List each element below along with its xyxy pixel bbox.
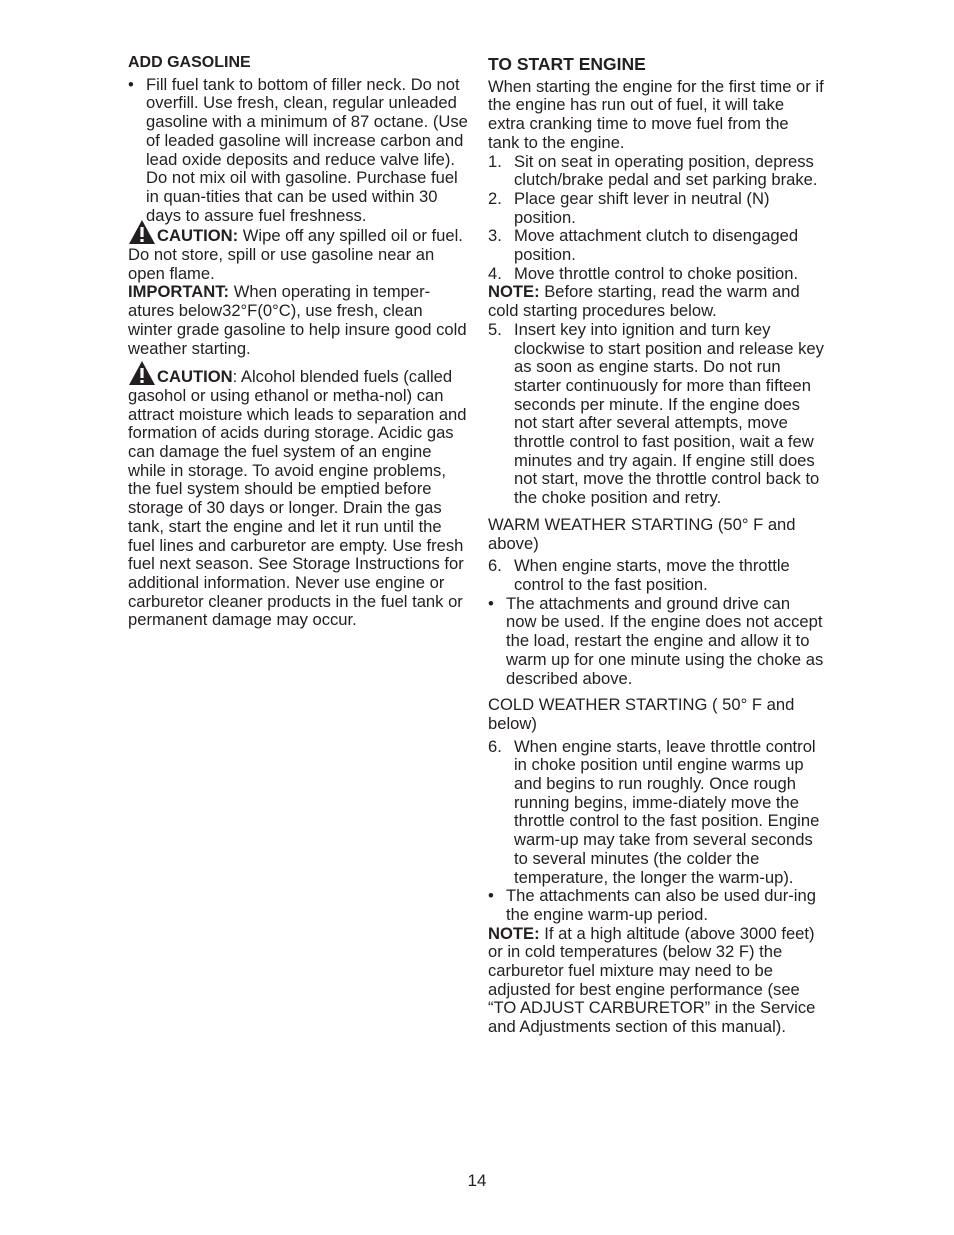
step-text: When engine starts, leave throttle control in choke position until engine warms up and begins to run roughly. Once rough running begins, imme-diately move the throttle control to the fast position. Engine warm-up may take from several seconds to several minutes (the colder the temperature, the longer the warm-up). (514, 736, 820, 887)
caution-alcohol-text: : Alcohol blended fuels (called gasohol or using ethanol or metha-nol) can attract moisture which leads to separation and formation of acids during storage. Acidic gas can damage the fuel system of an engine while in storage. To avoid engine problems, the fuel system should be emptied before storage of 30 days or longer. Drain the gas tank, start the engine and let it run until the fuel lines and carburetor are empty. Use fresh fuel next season. See Storage Instructions for additional information. Never use engine or carburetor cleaner products in the fuel tank or permanent damage may occur. (128, 367, 467, 630)
caution-label: CAUTION: (157, 226, 239, 246)
note-label: NOTE: (488, 282, 540, 302)
note-label: NOTE: (488, 923, 540, 943)
right-column (488, 54, 824, 1037)
step-2 (488, 190, 824, 227)
warm-step-6 (488, 557, 824, 594)
step-text: Sit on seat in operating position, depress clutch/brake pedal and set parking brake. (514, 151, 818, 190)
bullet-mark: • (128, 74, 134, 94)
note-text: Before starting, read the warm and cold starting procedures below. (488, 282, 800, 321)
warm-bullet (488, 595, 824, 689)
add-gasoline-title: ADD GASOLINE (128, 54, 251, 71)
bullet-mark: • (488, 593, 494, 613)
fuel-fill-bullet (128, 76, 468, 226)
note-before-starting (488, 283, 824, 320)
cold-step-6 (488, 738, 824, 888)
step-text: When engine starts, move the throttle control to the fast position. (514, 556, 790, 594)
left-column (128, 54, 468, 630)
bullet-text: The attachments can also be used dur-ing the engine warm-up period. (506, 886, 816, 924)
step-5 (488, 321, 824, 508)
step-number: 1. (488, 151, 502, 171)
step-text: Move throttle control to choke position. (514, 263, 799, 283)
step-number: 5. (488, 319, 502, 339)
caution-spill-paragraph (128, 225, 468, 283)
step-text: Place gear shift lever in neutral (N) position. (514, 188, 770, 227)
step-3 (488, 227, 824, 264)
cold-weather-heading: COLD WEATHER STARTING ( 50° F and below) (488, 695, 795, 733)
note-high-altitude (488, 925, 824, 1037)
step-number: 4. (488, 263, 502, 283)
step-4 (488, 265, 824, 284)
caution-label: CAUTION (157, 367, 233, 387)
warning-triangle-icon (128, 360, 156, 386)
bullet-mark: • (488, 886, 494, 906)
important-text: When operating in temper-atures below32°F(0°C), use fresh, clean winter grade gasoline to help insure good cold weather starting. (128, 282, 467, 358)
cold-bullet (488, 887, 824, 924)
important-paragraph (128, 283, 468, 358)
caution-spill-text: Wipe off any spilled oil or fuel. Do not store, spill or use gasoline near an open flame. (128, 226, 463, 283)
caution-alcohol-paragraph (128, 366, 468, 630)
page-number: 14 (467, 1171, 487, 1190)
important-label: IMPORTANT: (128, 282, 230, 302)
start-intro: When starting the engine for the first time or if the engine has run out of fuel, it will take extra cranking time to move fuel from the tank to the engine. (488, 76, 824, 152)
step-number: 6. (488, 736, 502, 756)
step-number: 6. (488, 556, 502, 576)
step-text: Insert key into ignition and turn key clockwise to start position and release key as soon as engine starts. Do not run starter continuously for more than fifteen seconds per minute. If the engine does not start after several attempts, move throttle control to fast position, wait a few minutes and try again. If engine still does not start, move the throttle control back to the choke position and retry. (514, 319, 824, 508)
step-1 (488, 153, 824, 190)
note-text: If at a high altitude (above 3000 feet) or in cold temperatures (below 32 F) the carburetor fuel mixture may need to be adjusted for best engine performance (see “TO ADJUST CARBURETOR” in the Service and Adjustments section of this manual). (488, 923, 816, 1037)
fuel-fill-text: Fill fuel tank to bottom of filler neck. Do not overfill. Use fresh, clean, regular unleaded gasoline with a minimum of 87 octane. (Use of leaded gasoline will increase carbon and lead oxide deposits and reduce valve life). Do not mix oil with gasoline. Purchase fuel in quan-tities that can be used within 30 days to assure fuel freshness. (146, 74, 468, 225)
start-engine-title: TO START ENGINE (488, 54, 646, 74)
step-number: 3. (488, 226, 502, 246)
bullet-text: The attachments and ground drive can now be used. If the engine does not accept the load, restart the engine and allow it to warm up for one minute using the choke as described above. (506, 593, 824, 688)
step-number: 2. (488, 188, 502, 208)
step-text: Move attachment clutch to disengaged position. (514, 226, 799, 265)
warm-weather-heading: WARM WEATHER STARTING (50° F and above) (488, 514, 796, 553)
